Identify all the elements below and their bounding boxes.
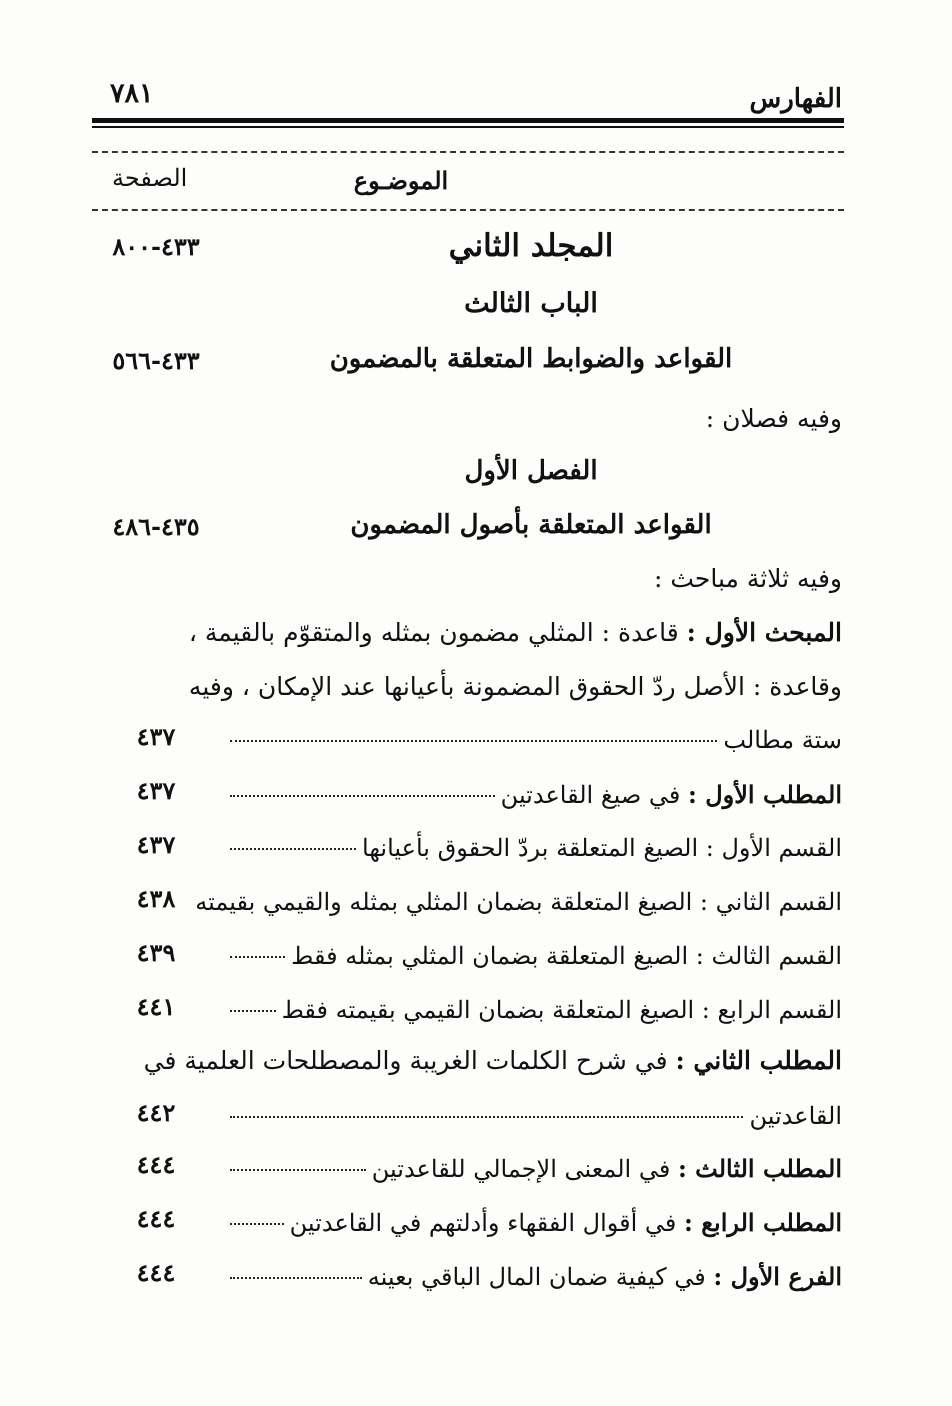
entry-label: الفرع الأول : (713, 1262, 842, 1291)
column-header-bottom-divider (92, 209, 844, 211)
entry-page: ٤٤١ (136, 992, 176, 1021)
part-subtitle: القواعد والضوابط المتعلقة بالمضمون (329, 344, 733, 374)
toc-entry (230, 780, 842, 809)
entry-label: المطلب الثالث : (677, 1154, 842, 1183)
part-title: الباب الثالث (464, 288, 598, 319)
dot-leader (230, 1223, 284, 1225)
toc-entry (195, 888, 842, 916)
section1-line1 (188, 618, 842, 647)
section2-line2-text: القاعدتين (749, 1102, 842, 1130)
dot-leader (230, 848, 356, 850)
entry-page: ٤٣٧ (136, 830, 176, 859)
page-column-heading: الصفحة (112, 164, 188, 192)
volume-pages: ٤٣٣-٨٠٠ (112, 232, 200, 261)
dot-leader (230, 1010, 276, 1012)
header-rule-thin (92, 126, 844, 128)
section1-line3-text: ستة مطالب (723, 726, 842, 754)
section1-page: ٤٣٧ (136, 722, 176, 751)
section2-line2 (230, 1102, 842, 1130)
dot-leader (230, 1116, 743, 1118)
dot-leader (230, 1169, 366, 1171)
section1-text: قاعدة : المثلي مضمون بمثله والمتقوّم بالقيمة ، (188, 618, 687, 647)
section1-line2: وقاعدة : الأصل ردّ الحقوق المضمونة بأعيانها عند الإمكان ، وفيه (188, 672, 842, 701)
dot-leader (230, 1277, 362, 1279)
chapter-intro: وفيه ثلاثة مباحث : (653, 564, 842, 593)
toc-entry (230, 942, 842, 970)
entry-label: المطلب الأول : (687, 780, 842, 809)
section2-line1 (143, 1046, 842, 1075)
entry-label: المطلب الرابع : (684, 1208, 842, 1237)
chapter-pages: ٤٣٥-٤٨٦ (112, 512, 200, 541)
entry-page: ٤٣٩ (136, 938, 176, 967)
section1-label: المبحث الأول : (686, 618, 842, 647)
section1-line3 (230, 726, 842, 754)
section2-page: ٤٤٢ (136, 1098, 176, 1127)
entry-text: القسم الأول : الصيغ المتعلقة بردّ الحقوق بأعيانها (362, 834, 842, 862)
dot-leader (230, 795, 495, 797)
entry-text: في أقوال الفقهاء وأدلتهم في القاعدتين (289, 1209, 685, 1237)
volume-title: المجلد الثاني (448, 228, 614, 264)
part-intro: وفيه فصلان : (705, 404, 842, 433)
toc-entry (230, 1262, 842, 1291)
entry-page: ٤٣٧ (136, 776, 176, 805)
chapter-title: الفصل الأول (464, 456, 598, 486)
part-pages: ٤٣٣-٥٦٦ (112, 346, 200, 375)
toc-entry (230, 1208, 842, 1237)
toc-entry (230, 834, 842, 862)
toc-entry (230, 1154, 842, 1183)
dot-leader (230, 956, 285, 958)
entry-page: ٤٤٤ (136, 1150, 176, 1179)
topic-column-heading: الموضـوع (353, 166, 449, 195)
entry-text: في كيفية ضمان المال الباقي بعينه (367, 1263, 714, 1291)
entry-text: القسم الثالث : الصيغ المتعلقة بضمان المثلي بمثله فقط (291, 942, 842, 970)
entry-page: ٤٤٤ (136, 1258, 176, 1287)
entry-page: ٤٣٨ (136, 884, 176, 913)
header-rule-thick (92, 118, 844, 123)
column-header-top-divider (92, 151, 844, 153)
section2-label: المطلب الثاني : (675, 1046, 842, 1075)
toc-entry (230, 996, 842, 1024)
chapter-subtitle: القواعد المتعلقة بأصول المضمون (350, 510, 712, 540)
section2-text: في شرح الكلمات الغريبة والمصطلحات العلمية في (143, 1046, 676, 1075)
index-header-title: الفهارس (749, 84, 842, 114)
entry-text: في المعنى الإجمالي للقاعدتين (371, 1155, 678, 1183)
dot-leader (230, 740, 717, 742)
page-number: ٧٨١ (110, 78, 154, 109)
entry-text: القسم الثاني : الصيغ المتعلقة بضمان المثلي بمثله والقيمي بقيمته (195, 888, 842, 916)
entry-text: في صيغ القاعدتين (500, 781, 688, 809)
entry-page: ٤٤٤ (136, 1204, 176, 1233)
entry-text: القسم الرابع : الصيغ المتعلقة بضمان القيمي بقيمته فقط (281, 996, 842, 1024)
